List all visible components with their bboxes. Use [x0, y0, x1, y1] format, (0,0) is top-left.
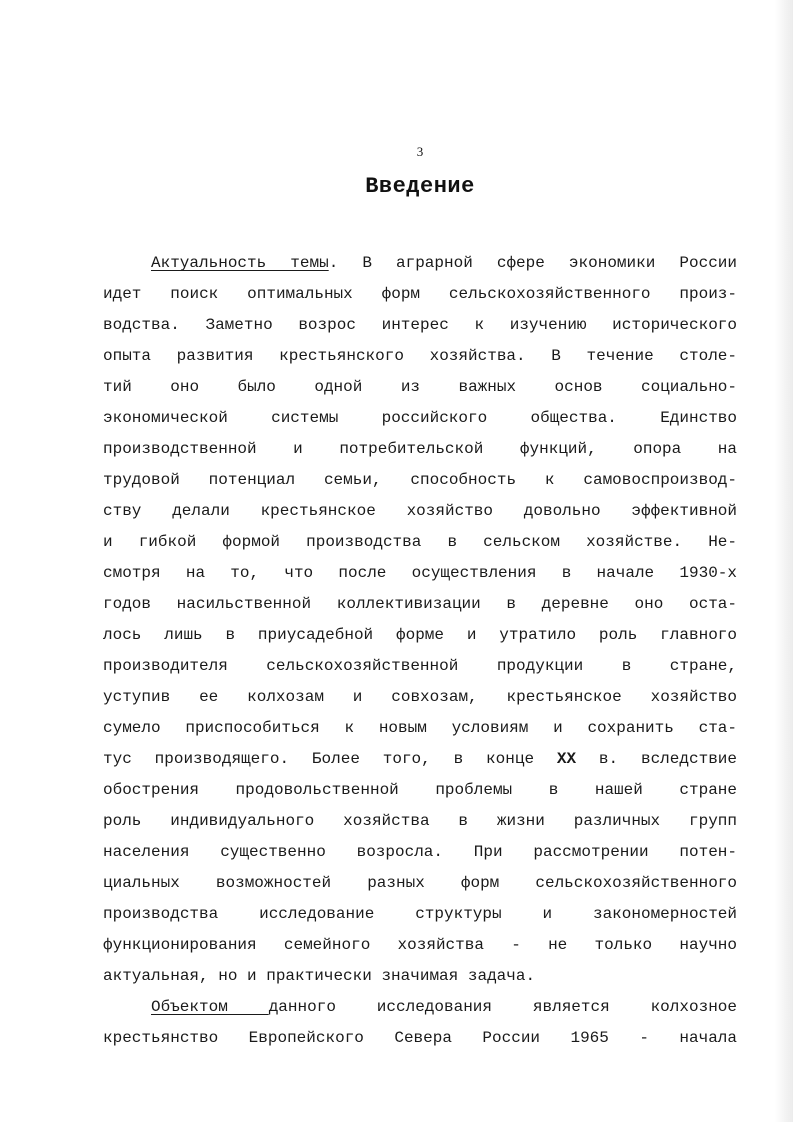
century-roman-numeral: XX [556, 750, 577, 768]
text-line: ству делали крестьянское хозяйство довольно эффективной [103, 502, 737, 520]
text-line: и гибкой формой производства в сельском хозяйстве. Не- [103, 533, 737, 551]
text-line: идет поиск оптимальных форм сельскохозяйственного произ- [103, 285, 737, 303]
underlined-lead-term: Актуальность темы [151, 254, 329, 272]
text-line: смотря на то, что после осуществления в начале 1930-х [103, 564, 737, 582]
text-line: функционирования семейного хозяйства - не только научно [103, 936, 737, 954]
text-line: опыта развития крестьянского хозяйства. В течение столе- [103, 347, 737, 365]
text-line: трудовой потенциал семьи, способность к самовоспроизвод- [103, 471, 737, 489]
text-line: производственной и потребительской функций, опора на [103, 440, 737, 458]
text-line: уступив ее колхозам и совхозам, крестьянское хозяйство [103, 688, 737, 706]
text-line: сумело приспособиться к новым условиям и сохранить ста- [103, 719, 737, 737]
body-text [103, 248, 737, 1054]
page-title: Введение [365, 174, 475, 199]
text-line: актуальная, но и практически значимая задача. [103, 967, 536, 985]
text-line: годов насильственной коллективизации в деревне оно оста- [103, 595, 737, 613]
paragraph-2-line-1: Объектом данного исследования является колхозное [151, 998, 737, 1016]
text-line: населения существенно возросла. При рассмотрении потен- [103, 843, 737, 861]
text-line: тус производящего. Более того, в конце XX в. вследствие [103, 750, 737, 768]
text-line: лось лишь в приусадебной форме и утратило роль главного [103, 626, 737, 644]
text-line: производителя сельскохозяйственной продукции в стране, [103, 657, 737, 675]
text-line: производства исследование структуры и закономерностей [103, 905, 737, 923]
page-edge-shadow [775, 0, 793, 1122]
page-number: 3 [416, 144, 424, 159]
text-line: обострения продовольственной проблемы в нашей стране [103, 781, 737, 799]
text-line: экономической системы российского общества. Единство [103, 409, 737, 427]
text-line: водства. Заметно возрос интерес к изучению исторического [103, 316, 737, 334]
paragraph-1-line-1: Актуальность темы. В аграрной сфере экономики России [151, 254, 737, 272]
text-line: роль индивидуального хозяйства в жизни различных групп [103, 812, 737, 830]
text-line: тий оно было одной из важных основ социально- [103, 378, 737, 396]
underlined-lead-term: Объектом [151, 998, 269, 1016]
text-line: крестьянство Европейского Севера России 1965 - начала [103, 1029, 737, 1047]
text-line: циальных возможностей разных форм сельскохозяйственного [103, 874, 737, 892]
